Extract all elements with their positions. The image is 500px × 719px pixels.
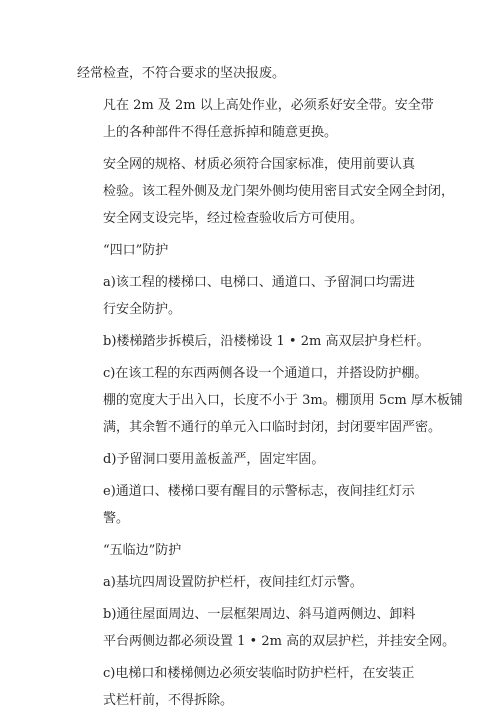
text-line: 安全网支设完毕，经过检查验收后方可使用。	[103, 211, 364, 226]
text-line: 安全网的规格、材质必须符合国家标准，使用前要认真	[103, 157, 416, 172]
document-page	[77, 60, 463, 719]
text-line: a)该工程的楼梯口、电梯口、通道口、予留洞口均需进	[103, 275, 415, 290]
paragraph-safety-net	[77, 151, 455, 232]
list-item-d	[77, 446, 427, 473]
text-line: a)基坑四周设置防护栏杆，夜间挂红灯示警。	[103, 575, 363, 590]
text-line: 检验。该工程外侧及龙门架外侧均使用密目式安全网全封闭，	[103, 184, 455, 199]
list-item-b	[77, 328, 430, 355]
text-line: 行安全防护。	[103, 302, 182, 317]
list-item-a	[77, 269, 427, 323]
text-line: 棚的宽度大于出入口，长度不小于 3m。棚顶用 5cm 厚木板铺	[103, 393, 463, 408]
paragraph-continuation	[77, 60, 427, 87]
list-item-e	[77, 478, 427, 532]
text-line: c)电梯口和楼梯侧边必须安装临时防护栏杆，在安装正	[103, 666, 415, 681]
text-line: b)楼梯踏步拆模后，沿楼梯设 1 • 2m 高双层护身栏杆。	[103, 334, 430, 349]
paragraph-safety-belt	[77, 92, 434, 146]
text-line: 警。	[103, 511, 130, 526]
text-line: 满，其余暂不通行的单元入口临时封闭，封闭要牢固严密。	[103, 420, 442, 435]
text-line: b)通往屋面周边、一层框架周边、斜马道两侧边、卸料	[103, 607, 416, 622]
edge-item-a	[77, 569, 427, 596]
section-heading-four-openings	[77, 237, 427, 264]
text-line: c)在该工程的东西两侧各设一个通道口，并搭设防护棚。	[103, 366, 428, 381]
edge-item-b	[77, 601, 456, 655]
text-line: 式栏杆前，不得拆除。	[103, 693, 234, 708]
text-line: 平台两侧边都必须设置 1 • 2m 高的双层护栏，并挂安全网。	[103, 634, 456, 649]
section-heading: “四口”防护	[103, 243, 169, 258]
text-line: d)予留洞口要用盖板盖严，固定牢固。	[103, 452, 325, 467]
text-line: 凡在 2m 及 2m 以上高处作业，必须系好安全带。安全带	[103, 98, 434, 113]
text-line: e)通道口、楼梯口要有醒目的示警标志，夜间挂红灯示	[103, 484, 415, 499]
section-heading-five-edges	[77, 537, 427, 564]
text-line: 上的各种部件不得任意拆掉和随意更换。	[103, 125, 338, 140]
edge-item-c	[77, 660, 427, 714]
list-item-c	[77, 360, 463, 441]
text-line: 经常检查，不符合要求的坚决报废。	[77, 66, 286, 81]
section-heading: “五临边”防护	[103, 543, 182, 558]
